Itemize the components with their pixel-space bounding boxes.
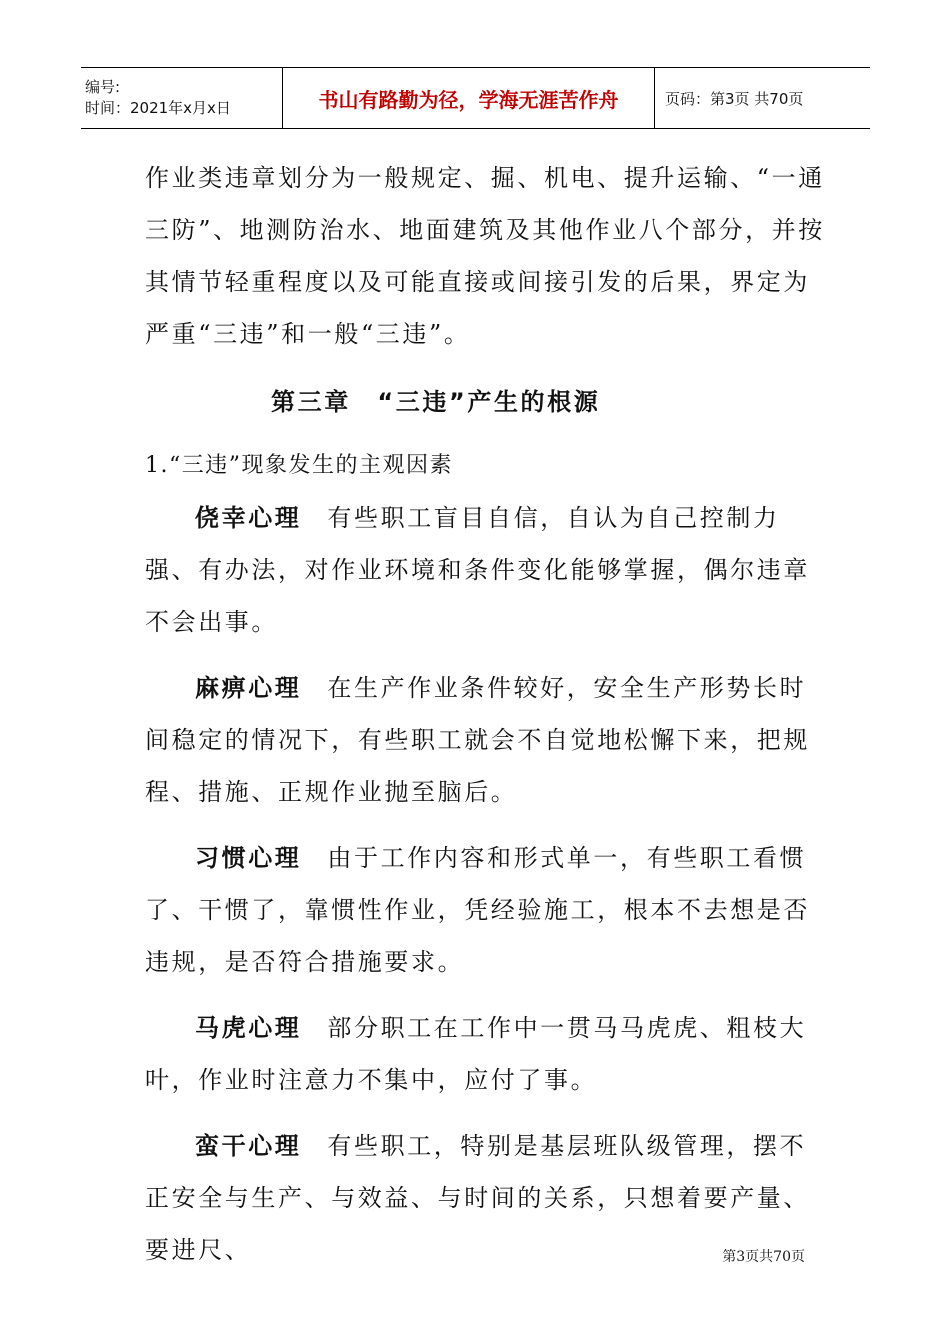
item-term: 马虎心理: [195, 1014, 302, 1042]
item-term: 侥幸心理: [195, 504, 302, 532]
item-term: 麻痹心理: [195, 674, 302, 702]
item-text: 有些职工，特别是基层班队级管理，摆不正安全与生产、与效益、与时间的关系，只想着要产量、要进尺、: [145, 1132, 810, 1264]
section-title: 1.“三违”现象发生的主观因素: [145, 453, 453, 478]
time-label: 时间：2021年x月x日: [85, 99, 231, 117]
item-term: 蛮干心理: [195, 1132, 302, 1160]
document-body: [145, 152, 825, 1276]
header-motto: [283, 68, 655, 128]
page-footer: [722, 1246, 805, 1266]
paragraph-item: [145, 832, 825, 988]
item-text: 由于工作内容和形式单一，有些职工看惯了、干惯了，靠惯性作业，凭经验施工，根本不去想是否违规，是否符合措施要求。: [145, 844, 810, 976]
header-meta: [81, 68, 283, 128]
number-label: 编号:: [85, 78, 121, 96]
item-text: 在生产作业条件较好，安全生产形势长时间稳定的情况下，有些职工就会不自觉地松懈下来，把规程、措施、正规作业抛至脑后。: [145, 674, 810, 806]
page-label: 页码：第3页 共70页: [665, 89, 804, 108]
paragraph-item: [145, 662, 825, 818]
page-header: [81, 67, 870, 129]
header-page: [655, 68, 870, 128]
item-term: 习惯心理: [195, 844, 302, 872]
footer-page-number: 第3页共70页: [722, 1249, 805, 1265]
motto-text: 书山有路勤为径，学海无涯苦作舟: [318, 87, 619, 112]
item-text: 有些职工盲目自信，自认为自己控制力强、有办法，对作业环境和条件变化能够掌握，偶尔违章不会出事。: [145, 504, 810, 636]
paragraph-item: [145, 1002, 825, 1106]
chapter-title: 第三章 “三违”产生的根源: [271, 388, 601, 416]
paragraph-item: [145, 492, 825, 648]
intro-paragraph: 作业类违章划分为一般规定、掘、机电、提升运输、“一通三防”、地测防治水、地面建筑及其他作业八个部分，并按其情节轻重程度以及可能直接或间接引发的后果，界定为严重“三违”和一般“三违”。: [145, 164, 825, 348]
item-text: 部分职工在工作中一贯马马虎虎、粗枝大叶，作业时注意力不集中，应付了事。: [145, 1014, 807, 1094]
